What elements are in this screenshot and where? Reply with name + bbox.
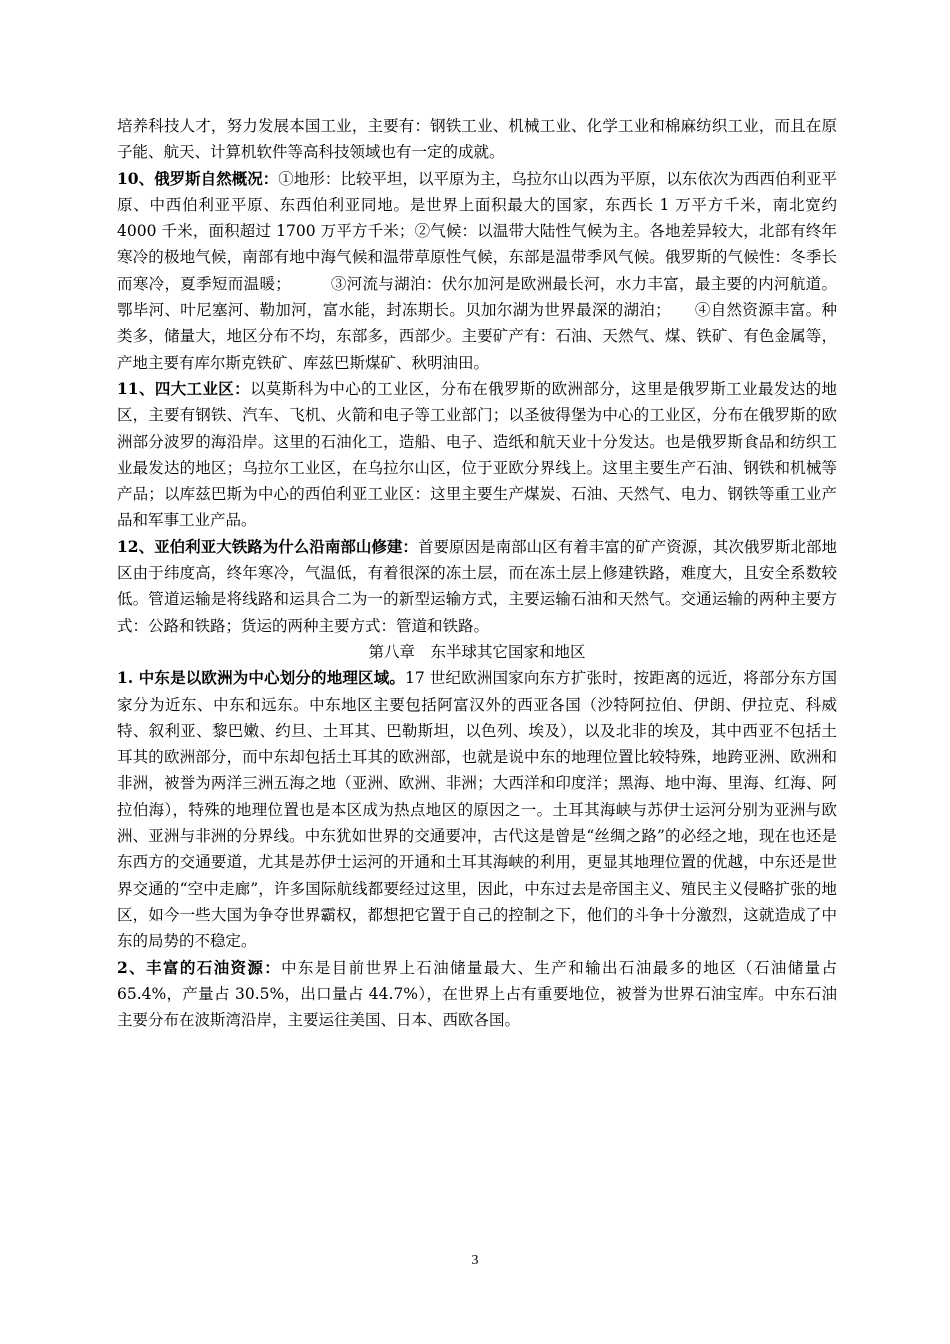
paragraph-heading: 2、丰富的石油资源： bbox=[117, 957, 282, 977]
paragraph-text: 以莫斯科为中心的工业区，分布在俄罗斯的欧洲部分，这里是俄罗斯工业最发达的地区，主要有钢铁、汽车、飞机、火箭和电子等工业部门；以圣彼得堡为中心的工业区，分布在俄罗斯的欧洲部分波罗的海沿岸。这里的石油化工，造船、电子、造纸和航天业十分发达。也是俄罗斯食品和纺织工业最发达的地区；乌拉尔工业区，在乌拉尔山区，位于亚欧分界线上。这里主要生产石油、钢铁和机械等产品；以库兹巴斯为中心的西伯利亚工业区：这里主要生产煤炭、石油、天然气、电力、钢铁等重工业产品和军事工业产品。 bbox=[117, 379, 837, 530]
chapter-title: 第八章 东半球其它国家和地区 bbox=[368, 642, 586, 661]
paragraph-text: ①地形：比较平坦，以平原为主，乌拉尔山以西为平原，以东依次为西西伯利亚平原、中西伯利亚平原、东西伯利亚同地。是世界上面积最大的国家，东西长 1 万平方千米，南北宽约 4000 千米，面积超过 1700 万平方千米；②气候：以温带大陆性气候为主。各地差异较大，北部有终年寒冷的极地气候，南部有地中海气候和温带草原性气候，东部是温带季风气候。俄罗斯的气候性：冬季长而寒冷，夏季短而温暖； ③河流与湖泊：伏尔加河是欧洲最长河，水力丰富，最主要的内河航道。鄂毕河、叶尼塞河、勒加河，富水能，封冻期长。贝加尔湖为世界最深的湖泊； ④自然资源丰富。种类多，储量大，地区分布不均，东部多，西部少。主要矿产有：石油、天然气、煤、铁矿、有色金属等，产地主要有库尔斯克铁矿、库兹巴斯煤矿、秋明油田。 bbox=[117, 169, 837, 372]
document-body bbox=[117, 113, 837, 1033]
paragraph-heading: 11、四大工业区： bbox=[117, 378, 251, 398]
paragraph-heading: 1. 中东是以欧洲为中心划分的地理区域。 bbox=[117, 668, 406, 688]
paragraph-industrial-regions bbox=[117, 376, 837, 534]
paragraph-text: 首要原因是南部山区有着丰富的矿产资源，其次俄罗斯北部地区由于纬度高，终年寒冷，气温低，有着很深的冻土层，而在冻土层上修建铁路，难度大，且安全系数较低。管道运输是将线路和运具合二为一的新型运输方式，主要运输石油和天然气。交通运输的两种主要方式：公路和铁路；货运的两种主要方式：管道和铁路。 bbox=[117, 537, 837, 635]
paragraph-siberian-railway bbox=[117, 534, 837, 639]
page-number: 3 bbox=[471, 1253, 479, 1268]
paragraph-russia-nature bbox=[117, 166, 837, 376]
paragraph-text: 培养科技人才，努力发展本国工业，主要有：钢铁工业、机械工业、化学工业和棉麻纺织工业，而且在原子能、航天、计算机软件等高科技领域也有一定的成就。 bbox=[117, 117, 837, 162]
paragraph-continuation bbox=[117, 113, 837, 166]
paragraph-middle-east bbox=[117, 665, 837, 954]
paragraph-text: 17 世纪欧洲国家向东方扩张时，按距离的远近，将部分东方国家分为近东、中东和远东。中东地区主要包括阿富汉外的西亚各国（沙特阿拉伯、伊朗、伊拉克、科威特、叙利亚、黎巴嫩、约旦、土耳其、巴勒斯坦，以色列、埃及），以及北非的埃及，其中西亚不包括土耳其的欧洲部分，而中东却包括土耳其的欧洲部，也就是说中东的地理位置比较特殊，地跨亚洲、欧洲和非洲，被誉为两洋三洲五海之地（亚洲、欧洲、非洲；大西洋和印度洋；黑海、地中海、里海、红海、阿拉伯海），特殊的地理位置也是本区成为热点地区的原因之一。土耳其海峡与苏伊士运河分别为亚洲与欧洲、亚洲与非洲的分界线。中东犹如世界的交通要冲，古代这是曾是“丝绸之路”的必经之地，现在也还是东西方的交通要道，尤其是苏伊士运河的开通和土耳其海峡的利用，更显其地理位置的优越，中东还是世界交通的“空中走廊”，许多国际航线都要经过这里，因此，中东过去是帝国主义、殖民主义侵略扩张的地区，如今一些大国为争夺世界霸权，都想把它置于自己的控制之下，他们的斗争十分激烈，这就造成了中东的局势的不稳定。 bbox=[117, 669, 837, 951]
paragraph-text: 中东是目前世界上石油储量最大、生产和输出石油最多的地区（石油储量占 65.4%，产量占 30.5%，出口量占 44.7%），在世界上占有重要地位，被誉为世界石油宝库。中东石油主要分布在波斯湾沿岸，主要运往美国、日本、西欧各国。 bbox=[117, 958, 837, 1030]
paragraph-oil-resources bbox=[117, 955, 837, 1034]
paragraph-heading: 12、亚伯利亚大铁路为什么沿南部山修建： bbox=[117, 536, 418, 556]
paragraph-heading: 10、俄罗斯自然概况： bbox=[117, 168, 279, 188]
